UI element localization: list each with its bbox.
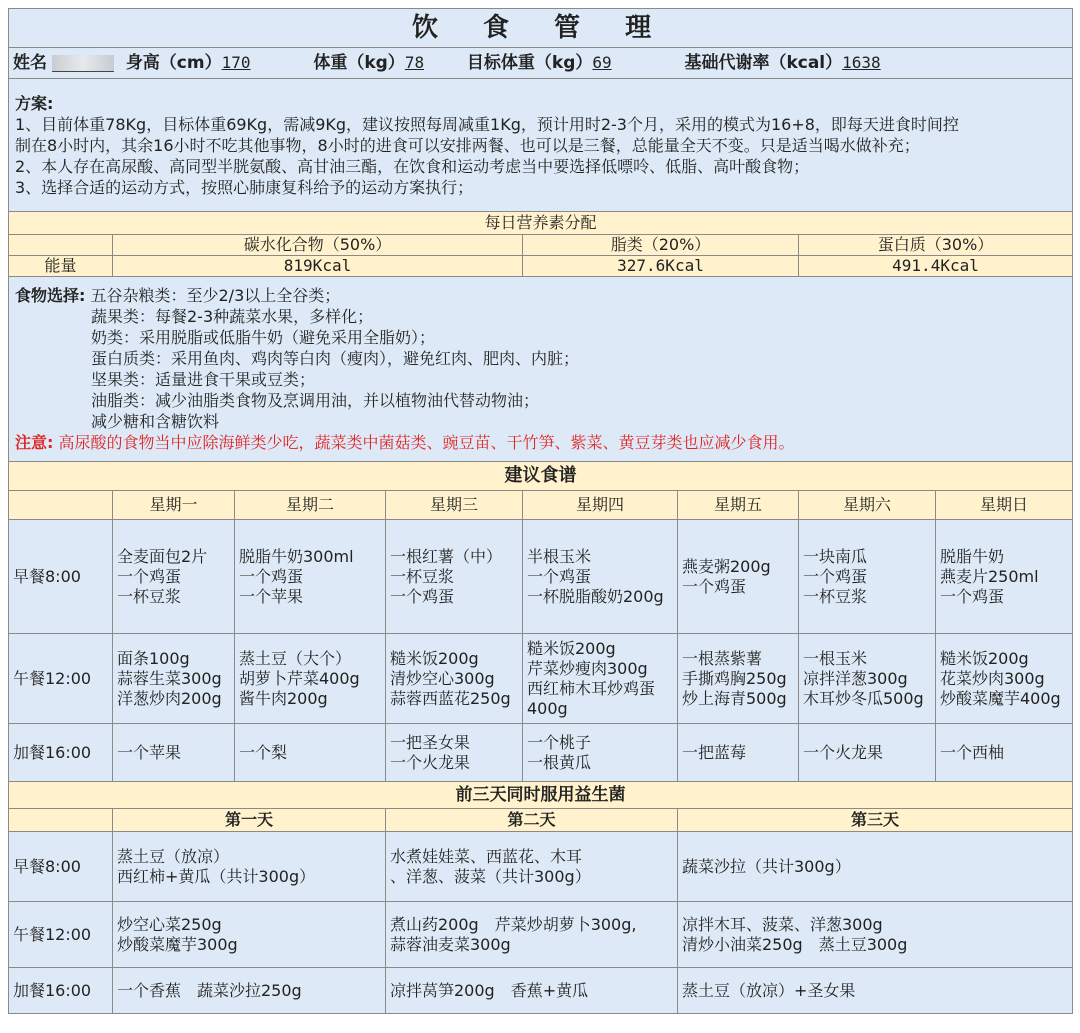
meal-item: 400g	[527, 698, 568, 718]
menu-day-header: 星期四	[523, 491, 678, 520]
meal-item: 手撕鸡胸250g	[682, 668, 787, 688]
probiotic-cell	[113, 968, 386, 1014]
menu-day-header: 星期日	[936, 491, 1073, 520]
meal-item: 胡萝卜芹菜400g	[239, 668, 360, 688]
probiotic-day-header: 第一天	[113, 809, 386, 832]
meal-cell	[799, 520, 936, 634]
meal-item: 一根黄瓜	[527, 752, 592, 772]
meal-cell	[235, 634, 386, 724]
probiotic-cell	[678, 832, 1073, 902]
nutrition-col-protein: 蛋白质（30%）	[799, 235, 1073, 256]
menu-heading: 建议食谱	[9, 462, 1073, 491]
name-label: 姓名	[13, 53, 47, 73]
menu-row	[9, 520, 1073, 634]
menu-day-header: 星期三	[386, 491, 523, 520]
meal-item: 凉拌洋葱300g	[803, 668, 908, 688]
meal-item: 一个苹果	[239, 586, 304, 606]
plan-heading: 方案:	[15, 93, 54, 113]
meal-item: 燕麦粥200g	[682, 556, 771, 576]
probiotic-cell	[386, 968, 678, 1014]
meal-item: 煮山药200g 芹菜炒胡萝卜300g,	[390, 914, 637, 934]
menu-day-header: 星期二	[235, 491, 386, 520]
weight-value: 78	[404, 53, 425, 72]
meal-cell	[799, 634, 936, 724]
probiotic-day-header: 第三天	[678, 809, 1073, 832]
meal-cell	[235, 520, 386, 634]
meal-cell	[386, 724, 523, 782]
meal-item: 酱牛肉200g	[239, 688, 328, 708]
meal-item: 一个鸡蛋	[390, 586, 455, 606]
nutrition-row-label: 能量	[9, 256, 113, 277]
food-item: 五谷杂粮类：至少2/3以上全谷类；	[90, 286, 341, 305]
plan-line: 3、选择合适的运动方式，按照心肺康复科给予的运动方案执行；	[15, 177, 474, 197]
probiotic-cell	[386, 832, 678, 902]
menu-row	[9, 634, 1073, 724]
meal-cell	[936, 520, 1073, 634]
meal-cell	[799, 724, 936, 782]
food-heading: 食物选择:	[15, 286, 86, 305]
meal-item: 、洋葱、菠菜（共计300g）	[390, 866, 591, 886]
meal-item: 蔬菜沙拉（共计300g）	[682, 856, 851, 876]
meal-item: 面条100g	[117, 648, 190, 668]
meal-cell	[523, 520, 678, 634]
meal-item: 一杯豆浆	[803, 586, 868, 606]
meal-item: 蒸土豆（放凉）+圣女果	[682, 980, 856, 1000]
food-item: 减少糖和含糖饮料	[91, 412, 220, 431]
nutrition-value-fat: 327.6Kcal	[523, 256, 799, 277]
probiotic-cell	[386, 902, 678, 968]
meal-item: 炒酸菜魔芋400g	[940, 688, 1061, 708]
meal-item: 西红柿+黄瓜（共计300g）	[117, 866, 316, 886]
meal-item: 蒜蓉生菜300g	[117, 668, 222, 688]
probiotic-cell	[113, 902, 386, 968]
meal-item: 一杯豆浆	[117, 586, 182, 606]
meal-item: 一个鸡蛋	[239, 566, 304, 586]
meal-item: 水煮娃娃菜、西蓝花、木耳	[390, 846, 583, 866]
meal-item: 蒜蓉西蓝花250g	[390, 688, 511, 708]
meal-cell	[678, 724, 799, 782]
bmr-label: 基础代谢率（kcal）	[684, 53, 843, 73]
probiotic-meal-label: 早餐8:00	[9, 832, 113, 902]
meal-item: 半根玉米	[527, 546, 592, 566]
probiotic-row	[9, 968, 1073, 1014]
meal-item: 一个鸡蛋	[803, 566, 868, 586]
meal-label: 午餐12:00	[9, 634, 113, 724]
bmr-value: 1638	[842, 53, 881, 72]
probiotic-cell	[678, 902, 1073, 968]
height-label: 身高（cm）	[125, 53, 222, 73]
meal-item: 一块南瓜	[803, 546, 868, 566]
meal-item: 一个桃子	[527, 732, 592, 752]
meal-item: 一个梨	[239, 742, 288, 762]
meal-item: 一个鸡蛋	[682, 576, 747, 596]
meal-cell	[386, 520, 523, 634]
food-item: 奶类：采用脱脂或低脂牛奶（避免采用全脂奶）；	[91, 328, 436, 347]
food-item: 坚果类：适量进食干果或豆类；	[91, 370, 316, 389]
meal-item: 糙米饭200g	[940, 648, 1029, 668]
meal-cell	[113, 634, 235, 724]
probiotic-row	[9, 832, 1073, 902]
meal-item: 一杯脱脂酸奶200g	[527, 586, 664, 606]
meal-item: 凉拌莴笋200g 香蕉+黄瓜	[390, 980, 589, 1000]
nutrition-corner	[9, 235, 113, 256]
meal-cell	[678, 520, 799, 634]
meal-item: 一个香蕉 蔬菜沙拉250g	[117, 980, 302, 1000]
meal-label: 早餐8:00	[9, 520, 113, 634]
nutrition-heading: 每日营养素分配	[9, 212, 1073, 235]
meal-cell	[386, 634, 523, 724]
meal-item: 炒上海青500g	[682, 688, 787, 708]
meal-item: 一根玉米	[803, 648, 868, 668]
meal-cell	[523, 724, 678, 782]
food-note-text: 高尿酸的食物当中应除海鲜类少吃，蔬菜类中菌菇类、豌豆苗、干竹笋、紫菜、黄豆芽类也应减少食用。	[58, 433, 795, 452]
meal-item: 蒸土豆（放凉）	[117, 846, 230, 866]
meal-item: 糙米饭200g	[390, 648, 479, 668]
plan-section	[9, 79, 1073, 212]
meal-item: 西红柿木耳炒鸡蛋	[527, 678, 656, 698]
probiotic-cell	[113, 832, 386, 902]
diet-sheet	[8, 8, 1072, 1014]
menu-day-header: 星期六	[799, 491, 936, 520]
food-item: 蔬果类：每餐2-3种蔬菜水果，多样化；	[91, 307, 374, 326]
meal-cell	[235, 724, 386, 782]
meal-item: 清炒小油菜250g 蒸土豆300g	[682, 934, 908, 954]
meal-cell	[936, 634, 1073, 724]
meal-item: 清炒空心300g	[390, 668, 495, 688]
meal-item: 炒空心菜250g	[117, 914, 222, 934]
menu-day-header: 星期五	[678, 491, 799, 520]
menu-day-header: 星期一	[113, 491, 235, 520]
meal-item: 凉拌木耳、菠菜、洋葱300g	[682, 914, 883, 934]
plan-line: 1、目前体重78Kg，目标体重69Kg，需减9Kg，建议按照每周减重1Kg，预计用时2-3个月，采用的模式为16+8，即每天进食时间控	[15, 114, 959, 134]
meal-item: 洋葱炒肉200g	[117, 688, 222, 708]
meal-item: 芹菜炒瘦肉300g	[527, 658, 648, 678]
meal-item: 一个火龙果	[803, 742, 884, 762]
meal-item: 木耳炒冬瓜500g	[803, 688, 924, 708]
meal-item: 一个火龙果	[390, 752, 471, 772]
food-note	[15, 432, 1066, 453]
nutrition-value-carbs: 819Kcal	[113, 256, 523, 277]
nutrition-value-protein: 491.4Kcal	[799, 256, 1073, 277]
food-first-line	[15, 285, 1066, 306]
target-value: 69	[592, 53, 612, 72]
probiotic-cell	[678, 968, 1073, 1014]
meal-item: 一把圣女果	[390, 732, 471, 752]
meal-cell	[523, 634, 678, 724]
probiotic-meal-label: 午餐12:00	[9, 902, 113, 968]
height-value: 170	[221, 53, 251, 72]
nutrition-col-carbs: 碳水化合物（50%）	[113, 235, 523, 256]
meal-item: 炒酸菜魔芋300g	[117, 934, 238, 954]
menu-row	[9, 724, 1073, 782]
plan-line: 2、本人存在高尿酸、高同型半胱氨酸、高甘油三酯，在饮食和运动考虑当中要选择低嘌呤、低脂、高叶酸食物；	[15, 156, 810, 176]
meal-item: 一个西柚	[940, 742, 1005, 762]
meal-item: 一个鸡蛋	[527, 566, 592, 586]
meal-item: 一把蓝莓	[682, 742, 747, 762]
plan-line: 制在8小时内，其余16小时不吃其他事物，8小时的进食可以安排两餐、也可以是三餐，总能量全天不变。只是适当喝水做补充；	[15, 135, 920, 155]
meal-cell	[678, 634, 799, 724]
probiotic-heading: 前三天同时服用益生菌	[9, 782, 1073, 809]
meal-item: 一杯豆浆	[390, 566, 455, 586]
meal-label: 加餐16:00	[9, 724, 113, 782]
meal-item: 花菜炒肉300g	[940, 668, 1045, 688]
diet-table	[8, 8, 1073, 1014]
food-item: 油脂类：减少油脂类食物及烹调用油，并以植物油代替动物油；	[91, 391, 540, 410]
meal-item: 一个鸡蛋	[940, 586, 1005, 606]
meal-cell	[113, 520, 235, 634]
food-section	[9, 277, 1073, 462]
meal-item: 一根蒸紫薯	[682, 648, 763, 668]
target-label: 目标体重（kg）	[466, 53, 593, 73]
meal-item: 蒸土豆（大个）	[239, 648, 352, 668]
probiotic-meal-label: 加餐16:00	[9, 968, 113, 1014]
meal-cell	[113, 724, 235, 782]
meal-item: 脱脂牛奶	[940, 546, 1005, 566]
meal-item: 一个苹果	[117, 742, 182, 762]
meal-item: 糙米饭200g	[527, 638, 616, 658]
weight-label: 体重（kg）	[313, 53, 405, 73]
name-redacted	[52, 55, 114, 72]
meal-item: 一个鸡蛋	[117, 566, 182, 586]
menu-corner	[9, 491, 113, 520]
probiotic-row	[9, 902, 1073, 968]
meal-item: 脱脂牛奶300ml	[239, 546, 354, 566]
meal-item: 一根红薯（中）	[390, 546, 503, 566]
nutrition-col-fat: 脂类（20%）	[523, 235, 799, 256]
info-row	[9, 48, 1073, 79]
food-note-label: 注意:	[15, 433, 54, 452]
meal-item: 全麦面包2片	[117, 546, 208, 566]
probiotic-corner	[9, 809, 113, 832]
meal-item: 燕麦片250ml	[940, 566, 1039, 586]
meal-cell	[936, 724, 1073, 782]
meal-item: 蒜蓉油麦菜300g	[390, 934, 511, 954]
page-title: 饮 食 管 理	[9, 9, 1073, 48]
food-item: 蛋白质类：采用鱼肉、鸡肉等白肉（瘦肉），避免红肉、肥肉、内脏；	[91, 349, 580, 368]
probiotic-day-header: 第二天	[386, 809, 678, 832]
